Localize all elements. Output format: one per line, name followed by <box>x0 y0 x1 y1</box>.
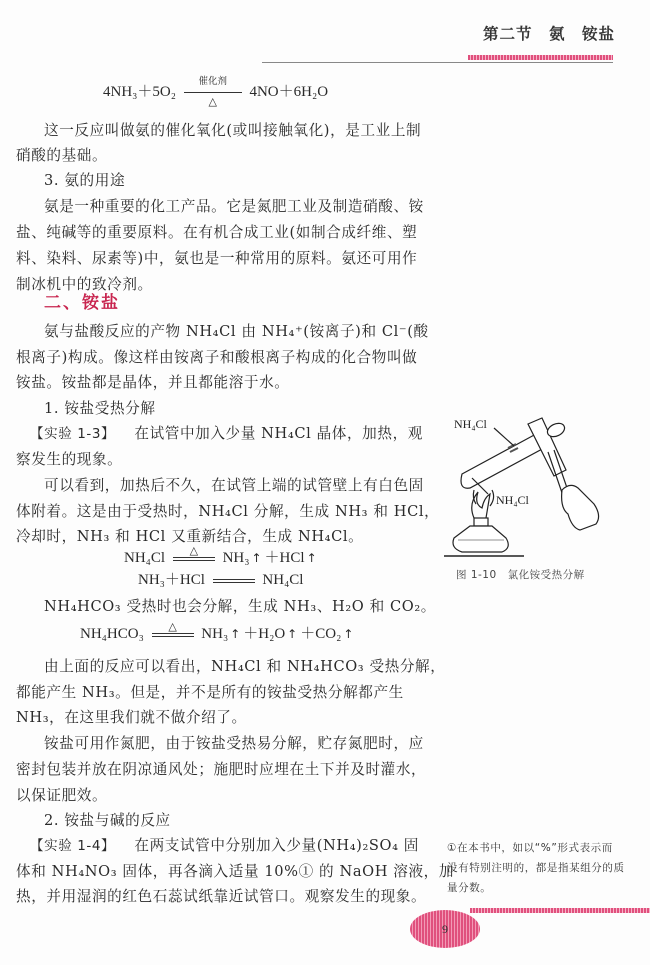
gas-arrow-icon: ↑ <box>343 627 354 641</box>
equation-nh4cl-decomposition <box>124 543 320 569</box>
equation-nh4hco3-decomposition <box>80 619 356 645</box>
experiment-label: 【实验 1-4】 <box>30 838 116 854</box>
reaction-condition <box>173 543 215 569</box>
footnote-line: 没有特别注明的，都是指某组分的质 <box>447 862 625 874</box>
subsection-title: 3. 氨的用途 <box>44 172 126 189</box>
equals-line <box>213 582 255 583</box>
equation-products: 4NO＋6H₂O <box>249 84 329 100</box>
condition-heat: △ <box>208 95 217 108</box>
subsection-title: 2. 铵盐与碱的反应 <box>44 812 171 829</box>
gas-arrow-icon: ↑ <box>251 551 262 565</box>
experiment-text: 在试管中加入少量 NH₄Cl 晶体，加热，观 <box>134 425 423 442</box>
paragraph-line: 这一反应叫做氨的催化氧化(或叫接触氧化)，是工业上制 <box>44 122 422 139</box>
footnote-line: ①在本书中，如以“%”形式表示而 <box>447 842 613 854</box>
paragraph-line: 铵盐。铵盐都是晶体，并且都能溶于水。 <box>16 374 290 391</box>
footer-decorative-bar <box>470 908 650 913</box>
paragraph-line: 察发生的现象。 <box>16 451 123 468</box>
equation-left: NH₄Cl <box>124 550 166 566</box>
condition-catalyst: 催化剂 <box>198 75 227 87</box>
paragraph-line: 冷却时，NH₃ 和 HCl 又重新结合，生成 NH₄Cl。 <box>16 528 364 545</box>
equation-product: NH₃ <box>222 550 250 566</box>
equation-left: NH₄HCO₃ <box>80 626 144 642</box>
gas-arrow-icon: ↑ <box>230 627 241 641</box>
equation-product: NH₃ <box>201 626 229 642</box>
paragraph-line: 密封包装并放在阴凉通风处；施肥时应埋在土下并及时灌水， <box>16 761 427 778</box>
lab-apparatus-illustration <box>444 412 604 562</box>
gas-arrow-icon: ↑ <box>306 551 317 565</box>
paragraph-line: NH₃，在这里我们就不做介绍了。 <box>16 709 247 726</box>
equation-product: ＋H₂O <box>243 626 286 642</box>
equation-nh4cl-formation <box>138 570 303 591</box>
equals-sign <box>213 571 255 591</box>
page-number-badge <box>410 910 480 948</box>
page-number: 9 <box>442 921 448 936</box>
paragraph-line: 氨与盐酸反应的产物 NH₄Cl 由 NH₄⁺(铵离子)和 Cl⁻(酸 <box>44 323 429 340</box>
equation-reactants: 4NH₃＋5O₂ <box>103 84 176 100</box>
experiment-1-4 <box>30 836 448 856</box>
paragraph-line: 都能产生 NH₃。但是，并不是所有的铵盐受热分解都产生 <box>16 684 404 701</box>
equals-line <box>152 636 194 637</box>
figure-caption: 图 1-10 氯化铵受热分解 <box>456 569 585 581</box>
equation-right: NH₄Cl <box>262 572 304 588</box>
paragraph-line: 体附着。这是由于受热时，NH₄Cl 分解，生成 NH₃ 和 HCl， <box>16 503 440 520</box>
section-heading: 二、铵盐 <box>44 293 120 313</box>
experiment-label: 【实验 1-3】 <box>30 426 116 442</box>
equation-catalytic-oxidation <box>103 75 329 108</box>
condition-heat: △ <box>189 543 199 557</box>
label-nh4cl-bottom: NH₄Cl <box>496 493 529 507</box>
running-header-title: 第二节 氨 铵盐 <box>482 25 615 43</box>
paragraph-line: 热，并用湿润的红色石蕊试纸靠近试管口。观察发生的现象。 <box>16 888 427 905</box>
figure-nh4cl-heating <box>444 412 604 562</box>
equation-left: NH₃＋HCl <box>138 572 205 588</box>
header-decorative-bar <box>468 55 613 60</box>
paragraph-line: 硝酸的基础。 <box>16 147 108 164</box>
paragraph-line: 根离子)构成。像这样由铵离子和酸根离子构成的化合物叫做 <box>16 349 418 366</box>
paragraph-line: 氨是一种重要的化工产品。它是氮肥工业及制造硝酸、铵 <box>44 198 424 215</box>
paragraph-line: 铵盐可用作氮肥，由于铵盐受热易分解，贮存氮肥时，应 <box>44 735 424 752</box>
header-rule <box>262 62 613 63</box>
paragraph-line: 体和 NH₄NO₃ 固体，再各滴入适量 10%① 的 NaOH 溶液，加 <box>16 863 455 880</box>
footnote-line: 量分数。 <box>447 882 492 894</box>
paragraph-line: 由上面的反应可以看出，NH₄Cl 和 NH₄HCO₃ 受热分解， <box>44 658 446 675</box>
equals-line <box>152 633 194 634</box>
reaction-condition <box>184 75 242 108</box>
experiment-text: 在两支试管中分别加入少量(NH₄)₂SO₄ 固 <box>134 837 419 854</box>
equation-product: ＋HCl <box>264 550 305 566</box>
equals-line <box>213 579 255 580</box>
label-nh4cl-top: NH₄Cl <box>454 417 487 431</box>
paragraph-line: 制冰机中的致冷剂。 <box>16 276 153 293</box>
paragraph-line: NH₄HCO₃ 受热时也会分解，生成 NH₃、H₂O 和 CO₂。 <box>44 598 436 615</box>
equals-line <box>173 560 215 561</box>
condition-heat: △ <box>168 619 177 633</box>
paragraph-line: 可以看到，加热后不久，在试管上端的试管壁上有白色固 <box>44 477 424 494</box>
gas-arrow-icon: ↑ <box>287 627 298 641</box>
paragraph-line: 以保证肥效。 <box>16 787 108 804</box>
experiment-1-3 <box>30 424 448 444</box>
reaction-condition <box>152 619 194 645</box>
paragraph-line: 盐、纯碱等的重要原料。在有机合成工业(如制合成纤维、塑 <box>16 224 418 241</box>
paragraph-line: 料、染料、尿素等)中，氨也是一种常用的原料。氨还可用作 <box>16 250 418 267</box>
subsection-title: 1. 铵盐受热分解 <box>44 400 156 417</box>
equation-product: ＋CO₂ <box>300 626 342 642</box>
equals-line <box>173 557 215 558</box>
